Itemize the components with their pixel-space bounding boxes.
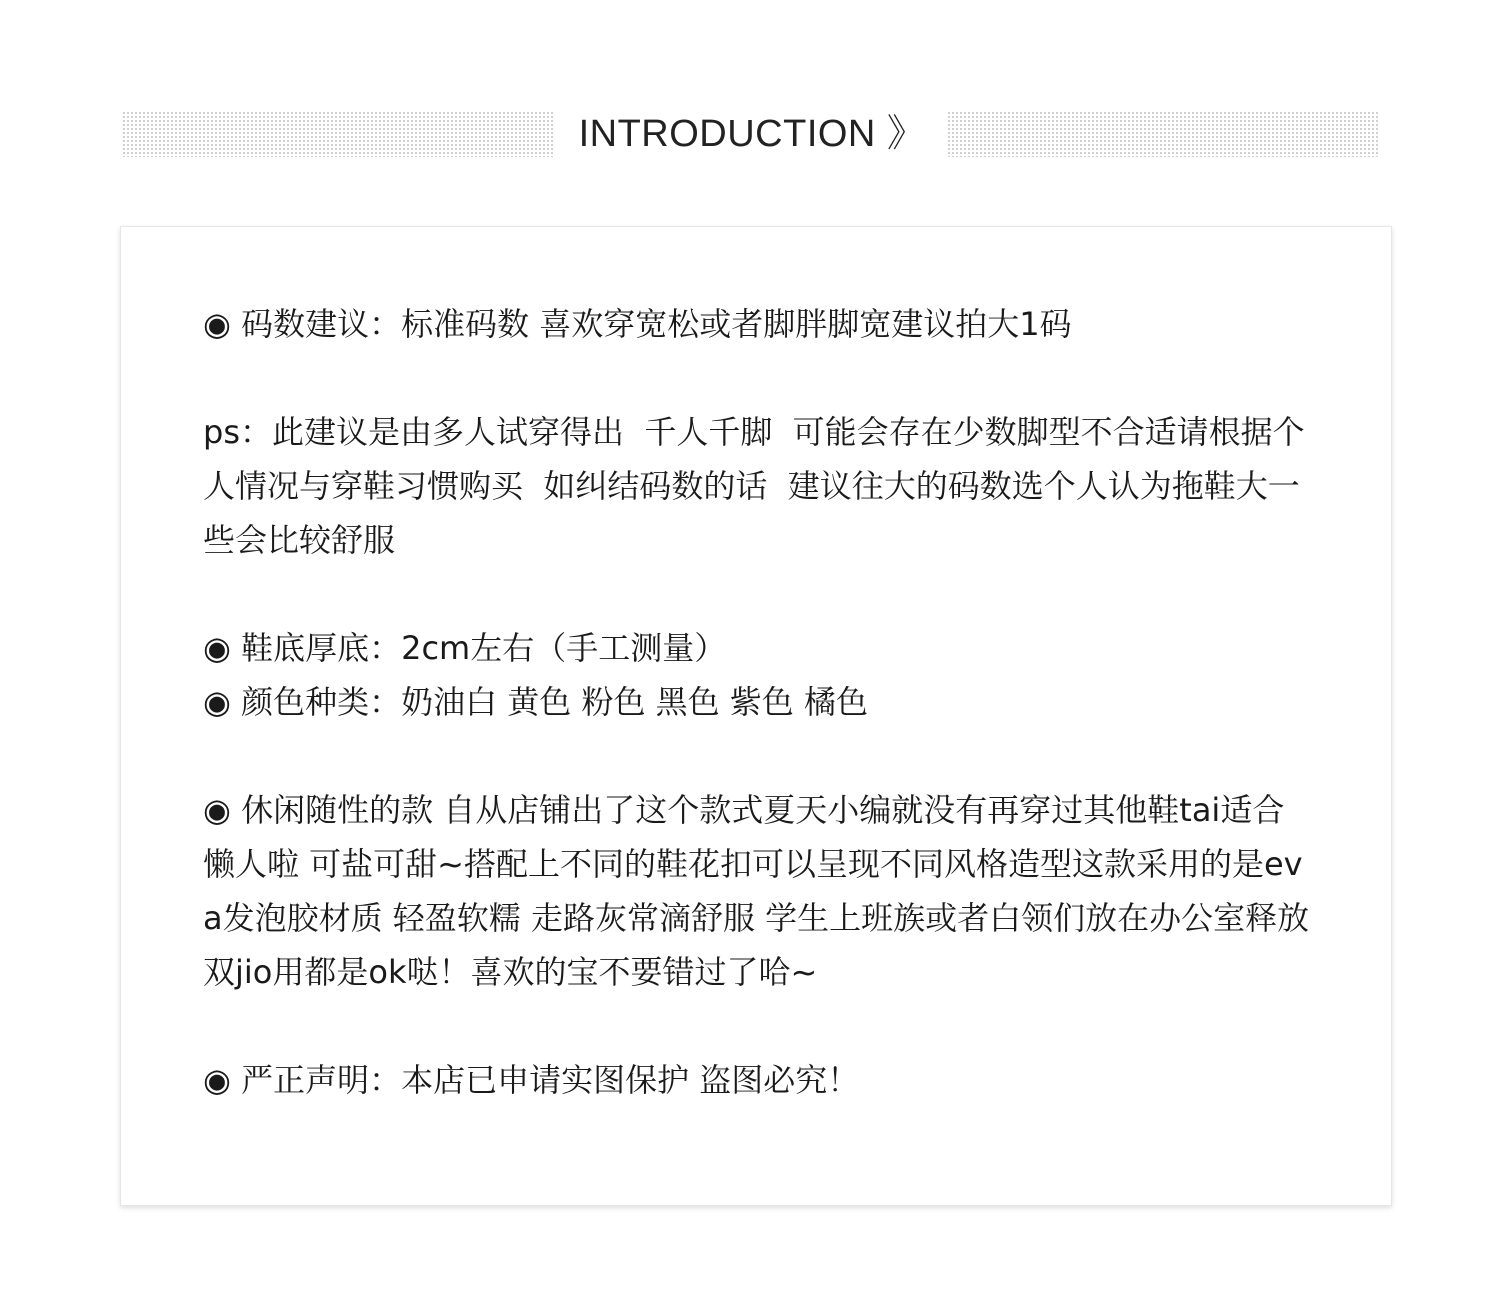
product-description: ◉ 休闲随性的款 自从店铺出了这个款式夏天小编就没有再穿过其他鞋tai适合懒人啦 可盐可甜~搭配上不同的鞋花扣可以呈现不同风格造型这款采用的是eva发泡胶材质 轻盈软糯 走路灰常滴舒服 学生上班族或者白领们放在办公室释放双jio用都是ok哒！喜欢的宝不要错过了哈~	[203, 791, 1310, 991]
color-options: ◉ 颜色种类：奶油白 黄色 粉色 黑色 紫色 橘色	[203, 683, 868, 721]
dotted-band-right	[947, 111, 1378, 157]
paragraph-gap	[203, 351, 1313, 405]
introduction-content	[203, 297, 1313, 1107]
size-advice: ◉ 码数建议：标准码数 喜欢穿宽松或者脚胖脚宽建议拍大1码	[203, 305, 1072, 343]
section-header	[122, 110, 1378, 158]
copyright-statement: ◉ 严正声明：本店已申请实图保护 盗图必究！	[203, 1061, 860, 1099]
dotted-band-left	[122, 111, 553, 157]
paragraph-gap	[203, 567, 1313, 621]
paragraph-gap	[203, 729, 1313, 783]
sole-thickness: ◉ 鞋底厚底：2cm左右（手工测量）	[203, 629, 727, 667]
introduction-card	[120, 226, 1392, 1206]
section-title: INTRODUCTION 》	[578, 113, 926, 155]
ps-note: ps：此建议是由多人试穿得出 千人千脚 可能会存在少数脚型不合适请根据个人情况与穿鞋习惯购买 如纠结码数的话 建议往大的码数选个人认为拖鞋大一些会比较舒服	[203, 413, 1305, 559]
paragraph-gap	[203, 999, 1313, 1053]
